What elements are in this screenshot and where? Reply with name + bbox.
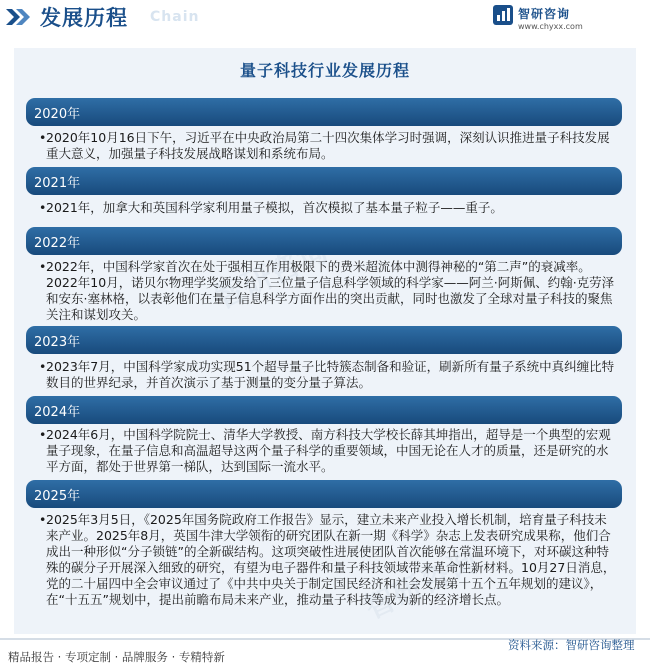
- bullet-icon: •: [39, 512, 47, 527]
- year-description-text: 2023年7月，中国科学家成功实现51个超导量子比特簇态制备和验证，刷新所有量子系统中真纠缠比特数目的世界纪录，并首次演示了基于测量的变分量子算法。: [46, 359, 615, 390]
- year-bar-2020: [26, 98, 622, 126]
- section-title: 发展历程: [40, 6, 128, 30]
- brand-logo-icon: [492, 4, 514, 26]
- year-description: [39, 200, 616, 216]
- bullet-icon: •: [39, 130, 47, 145]
- section-subtitle: Chain: [150, 9, 200, 25]
- year-description: [39, 512, 616, 608]
- bullet-icon: •: [39, 427, 47, 442]
- year-description-text: 2024年6月，中国科学院院士、清华大学教授、南方科技大学校长薛其坤指出，超导是一个典型的宏观量子现象，在量子信息和高温超导这两个量子科学的重要领域，中国无论在人才的质量，还是研究的水平方面，都处于世界第一梯队，达到国际一流水平。: [46, 427, 611, 474]
- year-description: [39, 359, 616, 391]
- chevron-stripes-icon: [6, 7, 36, 27]
- year-label: 2021年: [34, 176, 81, 191]
- year-bar-2025: [26, 480, 622, 508]
- year-bar-2023: [26, 326, 622, 354]
- page-title: 量子科技行业发展历程: [239, 61, 410, 80]
- bullet-icon: •: [39, 359, 47, 374]
- bullet-icon: •: [39, 200, 47, 215]
- year-description-text: 2020年10月16日下午，习近平在中央政治局第二十四次集体学习时强调，深刻认识推进量子科技发展重大意义，加强量子科技发展战略谋划和系统布局。: [46, 130, 610, 161]
- brand-logo: [492, 4, 642, 34]
- year-label: 2020年: [34, 107, 81, 122]
- year-description-text: 2025年3月5日，《2025年国务院政府工作报告》显示，建立未来产业投入增长机制，培育量子科技未来产业。2025年8月，英国牛津大学领衔的研究团队在新一期《科学》杂志上发表研究成果称，他们合成出一种形似“分子锁链”的全新碳结构。这项突破性进展使团队首次能够在常温环境下，对环碳这种特殊的碳分子开展深入细致的研究，有望为电子器件和量子科技领域带来革命性新材料。10月27日消息，党的二十届四中全会审议通过了《中共中央关于制定国民经济和社会发展第十五个五年规划的建议》，在“十五五”规划中，提出前瞻布局未来产业，推动量子科技等成为新的经济增长点。: [46, 512, 616, 607]
- page-header: [0, 0, 650, 36]
- year-label: 2023年: [34, 335, 81, 350]
- footer-source: 资料来源：智研咨询整理: [508, 638, 635, 652]
- year-description-text: 2021年，加拿大和英国科学家利用量子模拟，首次模拟了基本量子粒子——重子。: [46, 200, 503, 215]
- year-bar-2022: [26, 227, 622, 255]
- footer-services: 精品报告 · 专项定制 · 品牌服务 · 专精特新: [8, 650, 225, 664]
- year-bar-2021: [26, 167, 622, 195]
- year-description-text: 2022年，中国科学家首次在处于强相互作用极限下的费米超流体中测得神秘的“第二声”的衰减率。2022年10月，诺贝尔物理学奖颁发给了三位量子信息科学领域的科学家——阿兰·阿斯佩、约翰·克劳泽和安东·塞林格，以表彰他们在量子信息科学方面作出的突出贡献，同时也激发了全球对量子科技的聚焦关注和谋划攻关。: [46, 259, 615, 322]
- year-bar-2024: [26, 396, 622, 424]
- year-label: 2022年: [34, 236, 81, 251]
- brand-name: 智研咨询: [518, 7, 571, 21]
- year-label: 2025年: [34, 489, 81, 504]
- year-label: 2024年: [34, 405, 81, 420]
- year-description: [39, 130, 616, 162]
- year-description: [39, 427, 616, 475]
- year-description: [39, 259, 616, 323]
- brand-url: www.chyxx.com: [518, 22, 583, 31]
- bullet-icon: •: [39, 259, 47, 274]
